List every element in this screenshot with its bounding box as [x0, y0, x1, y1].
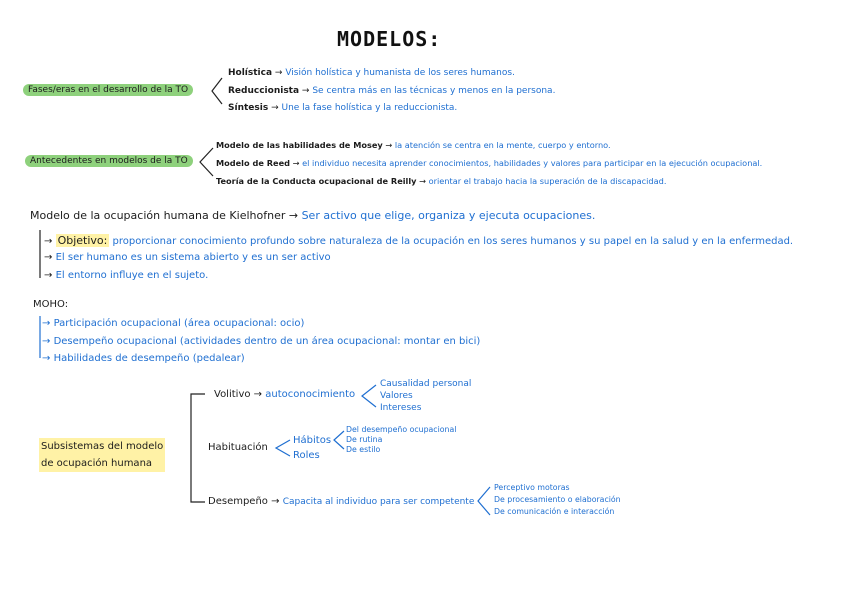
desempeno-sub-item: Perceptivo motoras: [494, 483, 570, 492]
moho-label: MOHO:: [33, 299, 69, 310]
volitivo-row: [214, 389, 355, 400]
arrow-right-icon: →: [44, 270, 53, 281]
antecedentes-desc: orientar el trabajo hacia la superación de la discapacidad.: [428, 176, 667, 186]
fases-item: [228, 68, 515, 78]
fases-item: [228, 86, 555, 96]
antecedentes-desc: el individuo necesita aprender conocimientos, habilidades y valores para participar en la ejecución ocupacional.: [302, 158, 763, 168]
arrow-right-icon: →: [292, 158, 300, 168]
volitivo-sublist: [380, 378, 471, 414]
habituacion-sub-item: De rutina: [346, 435, 383, 444]
moho-item-text: Desempeño ocupacional (actividades dentro de un área ocupacional: montar en bici): [53, 336, 481, 347]
kielhofner-objetivo: [44, 234, 793, 247]
kielhofner-point-text: El entorno influye en el sujeto.: [55, 270, 209, 281]
habituacion-branch: Hábitos: [293, 435, 332, 446]
subsistemas-label-line: de ocupación humana: [39, 455, 165, 472]
habituacion-branches: [293, 433, 331, 463]
arrow-right-icon: →: [44, 236, 53, 247]
arrow-right-icon: →: [42, 353, 51, 364]
fases-desc: Se centra más en las técnicas y menos en la persona.: [312, 86, 556, 96]
volitivo-result: autoconocimiento: [265, 389, 356, 400]
arrow-right-icon: →: [419, 176, 426, 186]
desempeno-sub-item: De comunicación e interacción: [494, 507, 615, 516]
kielhofner-desc: Ser activo que elige, organiza y ejecuta ocupaciones.: [301, 209, 596, 222]
fases-term: Holística: [228, 68, 273, 78]
antecedentes-desc: la atención se centra en la mente, cuerpo y entorno.: [394, 140, 611, 150]
moho-item-text: Participación ocupacional (área ocupacional: ocio): [53, 318, 305, 329]
objetivo-text: proporcionar conocimiento profundo sobre naturaleza de la ocupación en los seres humanos y su papel en la salud y en la enfermedad.: [112, 236, 794, 247]
arrow-right-icon: →: [42, 336, 51, 347]
subsistemas-label: [39, 438, 165, 472]
kielhofner-point: [44, 252, 331, 263]
kielhofner-point: [44, 270, 208, 281]
kielhofner-heading: [30, 209, 595, 222]
habituacion-branch: Roles: [293, 450, 320, 461]
antecedentes-term: Modelo de Reed: [216, 158, 291, 168]
arrow-right-icon: →: [44, 252, 53, 263]
page-title: MODELOS:: [337, 27, 442, 51]
subsistemas-label-line: Subsistemas del modelo: [39, 438, 165, 455]
moho-item: [42, 318, 304, 329]
volitivo-sub-item: Valores: [380, 391, 413, 401]
moho-item-text: Habilidades de desempeño (pedalear): [53, 353, 245, 364]
desempeno-sub-item: De procesamiento o elaboración: [494, 495, 621, 504]
kielhofner-label: Modelo de la ocupación humana de Kielhofner: [30, 209, 286, 222]
fases-item: [228, 103, 457, 113]
fases-label: Fases/eras en el desarrollo de la TO: [23, 84, 193, 96]
arrow-right-icon: →: [301, 86, 310, 96]
objetivo-label: Objetivo:: [57, 234, 108, 247]
arrow-right-icon: →: [274, 68, 283, 78]
antecedentes-label: Antecedentes en modelos de la TO: [25, 155, 193, 167]
volitivo-sub-item: Intereses: [380, 403, 422, 413]
moho-item: [42, 353, 245, 364]
desempeno-result: Capacita al individuo para ser competente: [282, 497, 475, 507]
arrow-right-icon: →: [288, 209, 299, 222]
arrow-right-icon: →: [271, 103, 279, 113]
volitivo-term: Volitivo: [214, 389, 251, 400]
volitivo-sub-item: Causalidad personal: [380, 379, 472, 389]
arrow-right-icon: →: [253, 389, 263, 400]
fases-desc: Une la fase holística y la reduccionista.: [281, 103, 458, 113]
fases-term: Reduccionista: [228, 86, 300, 96]
habituacion-sub-item: Del desempeño ocupacional: [346, 425, 457, 434]
fases-desc: Visión holística y humanista de los seres humanos.: [285, 68, 515, 78]
desempeno-row: [208, 496, 474, 507]
antecedentes-term: Teoría de la Conducta ocupacional de Reilly: [216, 176, 417, 186]
habituacion-term: Habituación: [208, 442, 268, 453]
antecedentes-item: [216, 140, 611, 150]
arrow-right-icon: →: [271, 496, 280, 507]
antecedentes-item: [216, 176, 666, 186]
habituacion-sublist: [346, 425, 456, 455]
arrow-right-icon: →: [385, 140, 393, 150]
moho-item: [42, 336, 480, 347]
desempeno-term: Desempeño: [208, 496, 268, 507]
antecedentes-item: [216, 158, 762, 168]
desempeno-sublist: [494, 482, 621, 518]
fases-term: Síntesis: [228, 103, 269, 113]
kielhofner-point-text: El ser humano es un sistema abierto y es un ser activo: [55, 252, 331, 263]
habituacion-sub-item: De estilo: [346, 445, 381, 454]
antecedentes-term: Modelo de las habilidades de Mosey: [216, 140, 383, 150]
arrow-right-icon: →: [42, 318, 51, 329]
